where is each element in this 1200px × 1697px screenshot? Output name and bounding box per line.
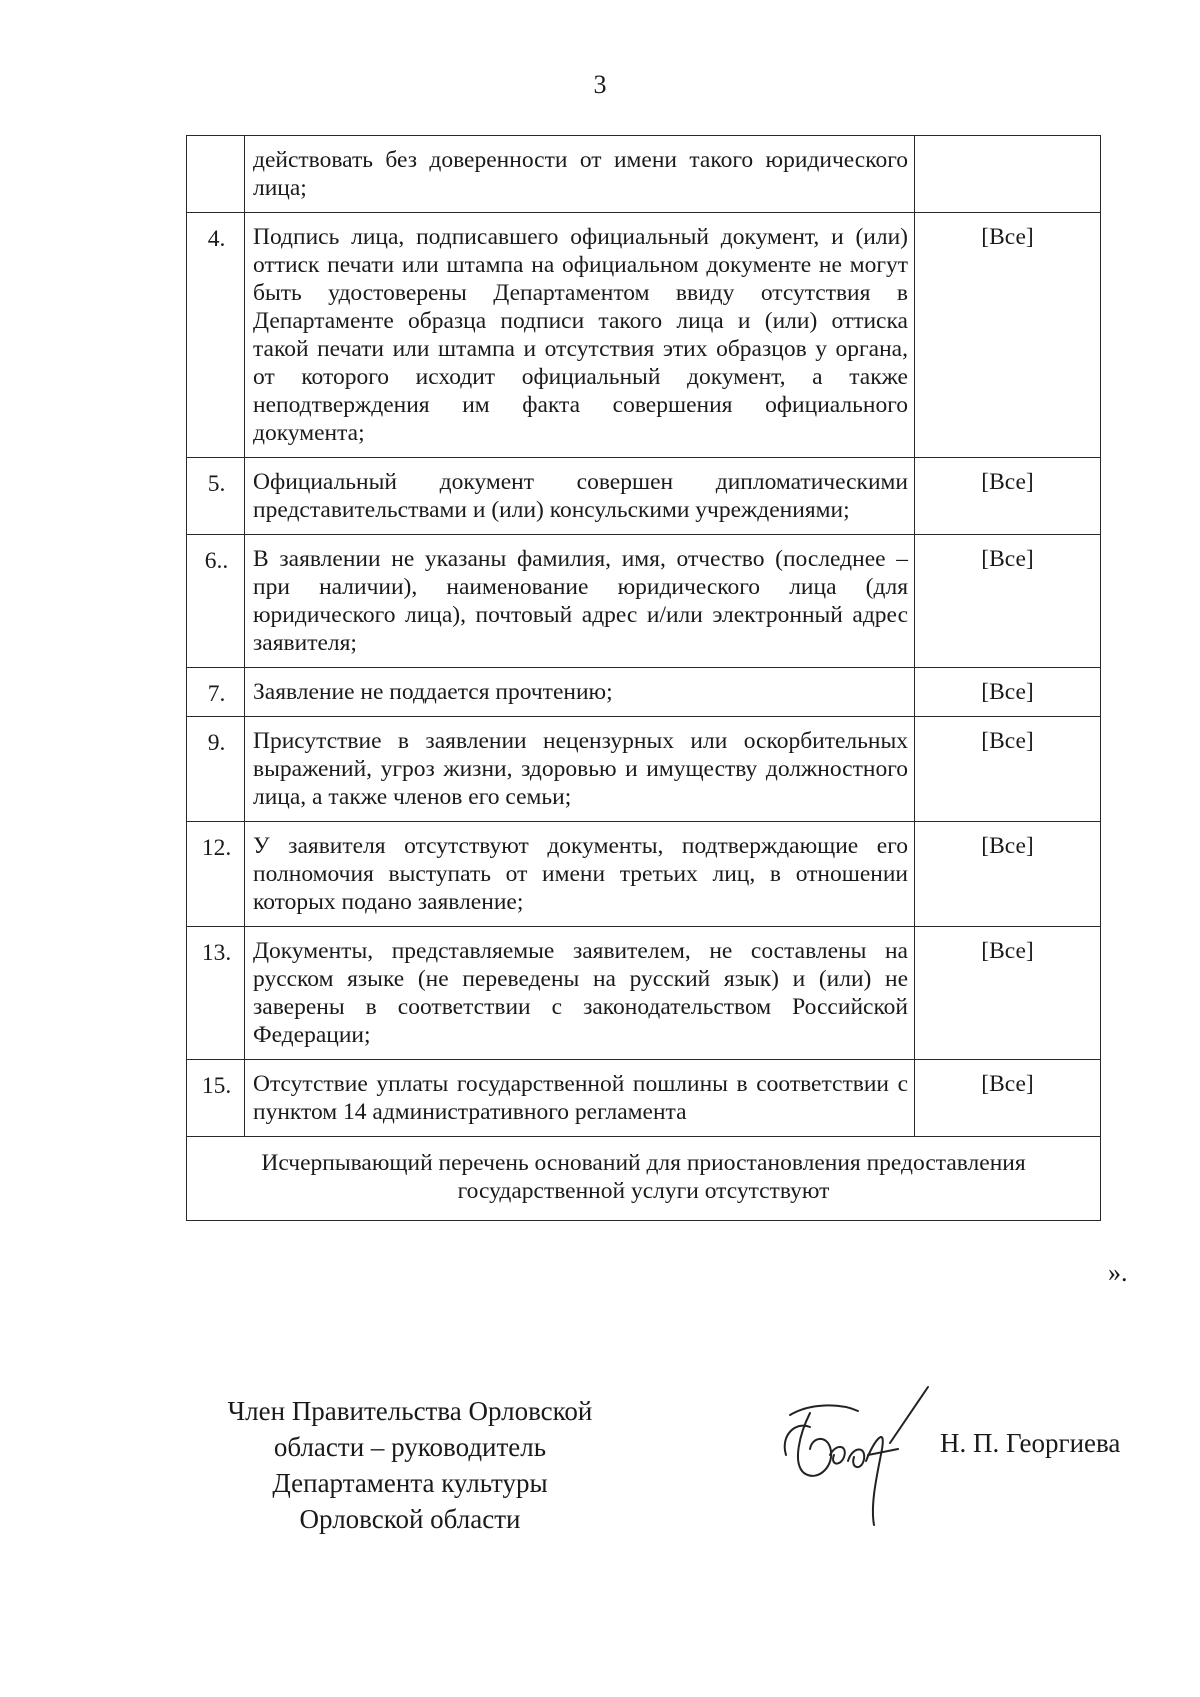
row-number: 13.	[187, 927, 245, 1060]
row-applies: [Все]	[915, 822, 1101, 927]
row-applies: [Все]	[915, 1060, 1101, 1137]
table-row	[187, 717, 1101, 822]
row-number: 12.	[187, 822, 245, 927]
row-number: 15.	[187, 1060, 245, 1137]
row-applies: [Все]	[915, 535, 1101, 668]
row-text: Отсутствие уплаты государственной пошлины в соответствии с пунктом 14 административного регламента	[245, 1060, 915, 1137]
signatory-line: области – руководитель	[273, 1432, 547, 1462]
signatory-line: Орловской области	[299, 1504, 521, 1534]
table-row	[187, 213, 1101, 458]
row-text: Присутствие в заявлении нецензурных или оскорбительных выражений, угроз жизни, здоровью и имуществу должностного лица, а также членов его семьи;	[245, 717, 915, 822]
row-applies: [Все]	[915, 927, 1101, 1060]
table-row	[187, 822, 1101, 927]
table-footer-row	[187, 1137, 1101, 1221]
row-applies: [Все]	[915, 717, 1101, 822]
row-number: 9.	[187, 717, 245, 822]
row-number	[187, 136, 245, 213]
row-applies: [Все]	[915, 458, 1101, 535]
row-text: В заявлении не указаны фамилия, имя, отчество (последнее – при наличии), наименование юридического лица (для юридического лица), почтовый адрес и/или электронный адрес заявителя;	[245, 535, 915, 668]
table-row	[187, 927, 1101, 1060]
table-row	[187, 136, 1101, 213]
row-number: 4.	[187, 213, 245, 458]
table-row	[187, 1060, 1101, 1137]
row-applies: [Все]	[915, 668, 1101, 717]
signatory-line: Член Правительства Орловской	[227, 1396, 593, 1426]
signatory-line: Департамента культуры	[272, 1468, 548, 1498]
table-row	[187, 535, 1101, 668]
signatory-title	[200, 1393, 620, 1537]
row-applies: [Все]	[915, 213, 1101, 458]
row-text: Официальный документ совершен дипломатическими представительствами и (или) консульскими учреждениями;	[245, 458, 915, 535]
handwritten-signature-icon	[770, 1385, 940, 1535]
signer-name: Н. П. Георгиева	[940, 1428, 1121, 1458]
row-number: 5.	[187, 458, 245, 535]
row-applies	[915, 136, 1101, 213]
row-text: Заявление не поддается прочтению;	[245, 668, 915, 717]
closing-quote: ».	[1108, 1258, 1128, 1287]
table-row	[187, 668, 1101, 717]
page-number: 3	[593, 70, 607, 99]
grounds-table	[186, 135, 1101, 1221]
row-text: Подпись лица, подписавшего официальный документ, и (или) оттиск печати или штампа на официальном документе не могут быть удостоверены Департаментом ввиду отсутствия в Департаменте образца подписи такого лица и (или) оттиска такой печати или штампа и отсутствия этих образцов у органа, от которого исходит официальный документ, а также неподтверждения им факта совершения официального документа;	[245, 213, 915, 458]
row-number: 7.	[187, 668, 245, 717]
row-text: действовать без доверенности от имени такого юридического лица;	[245, 136, 915, 213]
row-text: Документы, представляемые заявителем, не составлены на русском языке (не переведены на русский язык) и (или) не заверены в соответствии с законодательством Российской Федерации;	[245, 927, 915, 1060]
row-number: 6..	[187, 535, 245, 668]
table-row	[187, 458, 1101, 535]
footer-note: Исчерпывающий перечень оснований для приостановления предоставления государственной услуги отсутствуют	[187, 1137, 1101, 1221]
row-text: У заявителя отсутствуют документы, подтверждающие его полномочия выступать от имени третьих лиц, в отношении которых подано заявление;	[245, 822, 915, 927]
